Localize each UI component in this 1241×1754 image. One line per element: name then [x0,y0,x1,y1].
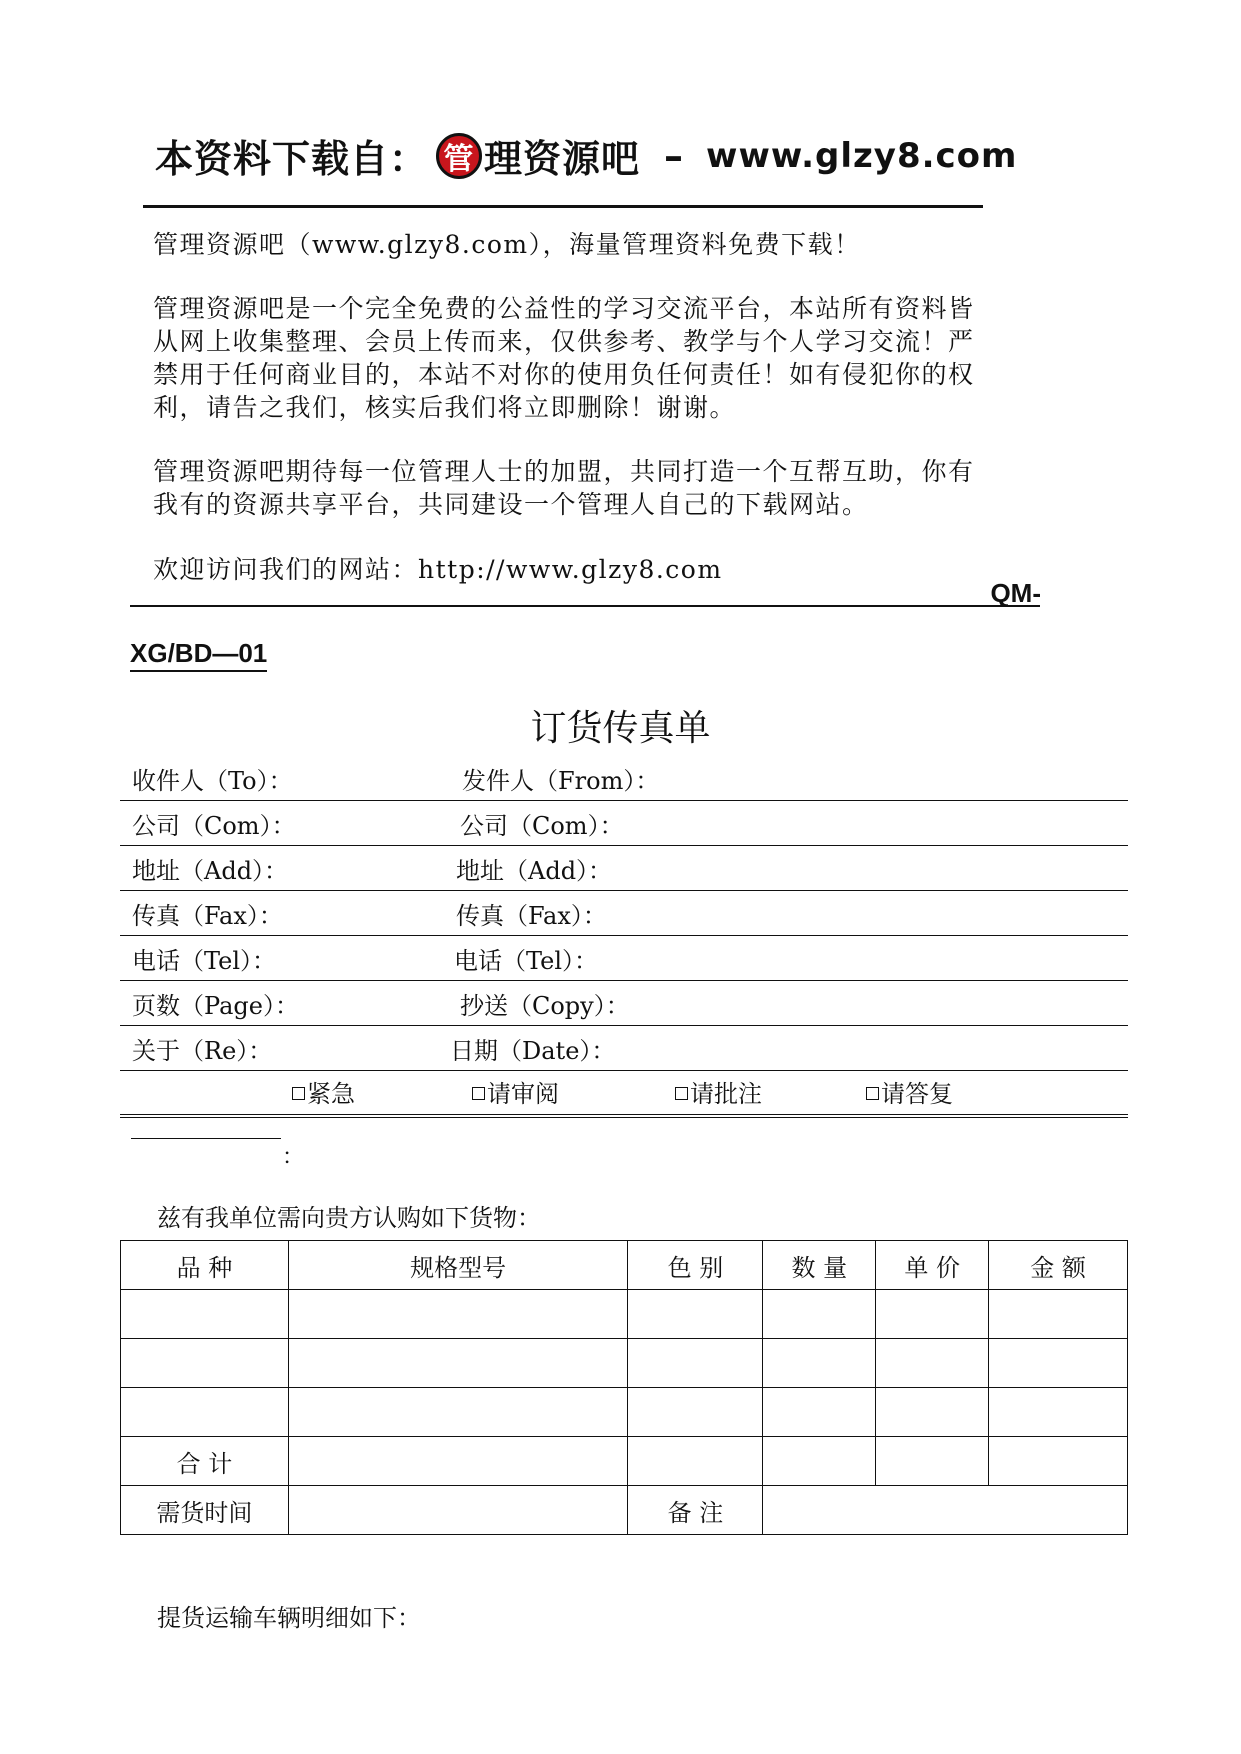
from-address-label: 地址（Add）： [456,857,613,885]
form-row-pages [120,980,1128,1026]
intro-paragraph-1: 管理资源吧（www.glzy8.com），海量管理资料免费下载！ [153,230,861,259]
table-cell[interactable] [989,1437,1128,1486]
copy-label: 抄送（Copy）： [460,992,630,1020]
table-cell[interactable] [121,1339,289,1388]
table-cell[interactable] [288,1388,628,1437]
banner-dash: – [664,133,685,178]
table-cell[interactable] [628,1388,763,1437]
to-label: 收件人（To）： [132,767,293,795]
checkbox-review[interactable] [472,1074,559,1109]
checkbox-icon[interactable] [472,1087,485,1100]
table-cell[interactable] [989,1290,1128,1339]
from-tel-label: 电话（Tel）： [454,947,599,975]
form-row-company [120,800,1128,846]
table-cell[interactable] [876,1290,989,1339]
delivery-row [121,1486,1128,1535]
total-row [121,1437,1128,1486]
page-title: 订货传真单 [530,708,711,749]
header-color: 色 别 [628,1241,763,1290]
form-row-subject [120,1025,1128,1071]
delivery-time-cell[interactable] [288,1486,628,1535]
banner-prefix: 本资料下载自： [155,137,429,181]
table-cell[interactable] [763,1437,876,1486]
checkbox-urgent[interactable] [292,1074,355,1109]
table-row [121,1290,1128,1339]
order-intro: 兹有我单位需向贵方认购如下货物： [157,1204,541,1232]
priority-checkboxes [120,1070,1128,1118]
from-fax-label: 传真（Fax）： [456,902,607,930]
header-unit-price: 单 价 [876,1241,989,1290]
table-cell[interactable] [288,1437,628,1486]
to-address-label: 地址（Add）： [132,857,289,885]
brand-logo-icon: 管 [436,133,482,179]
checkbox-reply[interactable] [866,1074,953,1109]
checkbox-reply-label: 请答复 [881,1080,953,1108]
intro-paragraph-2: 管理资源吧是一个完全免费的公益性的学习交流平台，本站所有资料皆从网上收集整理、会员上传而来，仅供参考、教学与个人学习交流！严禁用于任何商业目的，本站不对你的使用负任何责任！如有侵犯你的权利，请告之我们，核实后我们将立即删除！谢谢。 [153,294,975,422]
vehicle-details-line: 提货运输车辆明细如下： [157,1604,421,1632]
date-label: 日期（Date）： [450,1037,616,1065]
intro-paragraph-3: 管理资源吧期待每一位管理人士的加盟，共同打造一个互帮互助，你有我有的资源共享平台，共同建设一个管理人自己的下载网站。 [153,457,975,519]
table-cell[interactable] [989,1339,1128,1388]
checkbox-comment[interactable] [675,1074,762,1109]
form-row-recipient [120,755,1128,801]
table-cell[interactable] [628,1339,763,1388]
header-amount: 金 额 [989,1241,1128,1290]
table-cell[interactable] [121,1290,289,1339]
brand-logo [428,128,640,183]
header-variety: 品 种 [121,1241,289,1290]
table-cell[interactable] [121,1388,289,1437]
to-fax-label: 传真（Fax）： [132,902,283,930]
form-row-address [120,845,1128,891]
brand-name: 理资源吧 [484,137,641,181]
intro-paragraph-4[interactable]: 欢迎访问我们的网站：http://www.glzy8.com [153,555,723,584]
document-code: XG/BD—01 [130,638,267,672]
salutation-colon: ： [282,1145,305,1170]
table-header-row [121,1241,1128,1290]
table-cell[interactable] [288,1339,628,1388]
remark-label: 备 注 [628,1486,763,1535]
table-cell[interactable] [628,1437,763,1486]
banner-url[interactable]: www.glzy8.com [706,135,1018,176]
checkbox-icon[interactable] [292,1087,305,1100]
salutation-blank[interactable] [131,1138,281,1139]
from-label: 发件人（From）： [462,767,660,795]
banner-divider [143,205,983,208]
table-cell[interactable] [876,1437,989,1486]
pages-label: 页数（Page）： [132,992,299,1020]
table-cell[interactable] [763,1388,876,1437]
total-label: 合 计 [121,1437,289,1486]
header-spec: 规格型号 [288,1241,628,1290]
to-tel-label: 电话（Tel）： [132,947,277,975]
header-quantity: 数 量 [763,1241,876,1290]
table-cell[interactable] [628,1290,763,1339]
checkbox-icon[interactable] [866,1087,879,1100]
table-row [121,1339,1128,1388]
order-table [120,1240,1128,1535]
table-cell[interactable] [763,1339,876,1388]
qm-label: QM- [990,578,1041,608]
from-company-label: 公司（Com）： [460,812,624,840]
subject-label: 关于（Re）： [132,1037,273,1065]
form-row-fax [120,890,1128,936]
table-cell[interactable] [288,1290,628,1339]
delivery-time-label: 需货时间 [121,1486,289,1535]
table-row [121,1388,1128,1437]
banner [155,128,1017,183]
table-cell[interactable] [876,1388,989,1437]
checkbox-icon[interactable] [675,1087,688,1100]
checkbox-comment-label: 请批注 [690,1080,762,1108]
header-divider [130,605,1040,607]
table-cell[interactable] [989,1388,1128,1437]
checkbox-urgent-label: 紧急 [307,1080,355,1108]
form-row-tel [120,935,1128,981]
table-cell[interactable] [763,1290,876,1339]
checkbox-review-label: 请审阅 [487,1080,559,1108]
to-company-label: 公司（Com）： [132,812,296,840]
remark-cell[interactable] [763,1486,1128,1535]
table-cell[interactable] [876,1339,989,1388]
